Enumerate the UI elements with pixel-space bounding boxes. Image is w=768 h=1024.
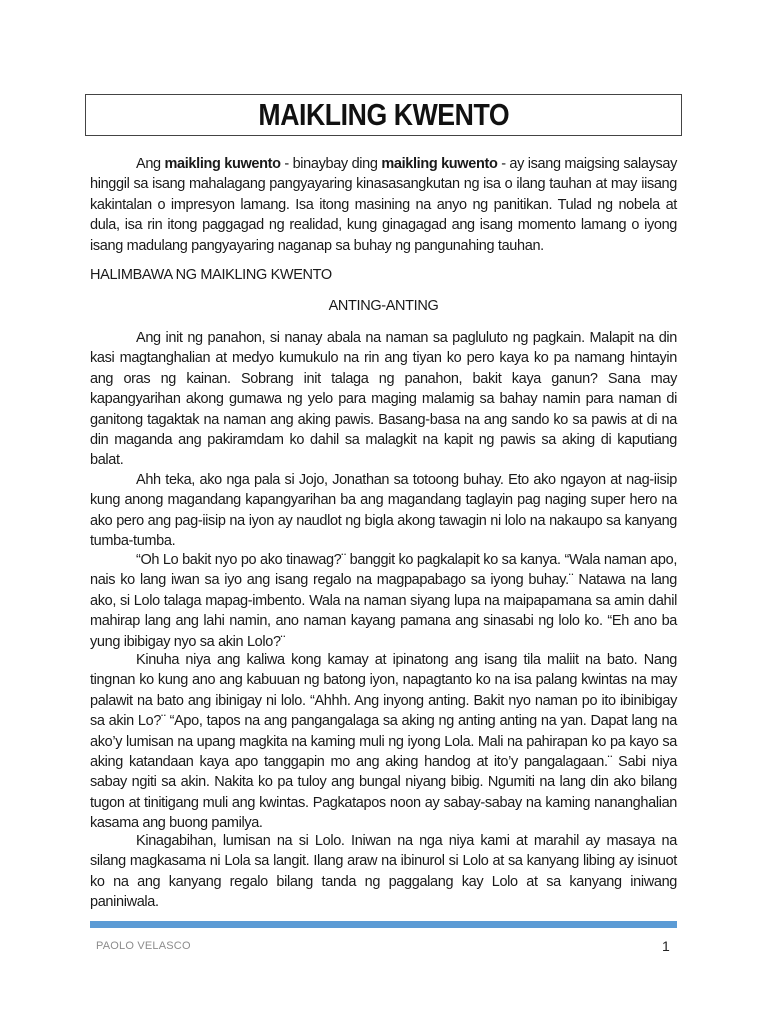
page-number: 1	[662, 938, 670, 954]
story-paragraph-3	[90, 550, 677, 652]
title-box	[85, 94, 682, 136]
intro-text-3: - ay isang maigsing salaysay hinggil sa isang mahalagang pangyayaring kinasasangkutan ng isa o ilang tauhan at may iisang kakintalan o impresyon lamang. Isa itong masining na anyo ng panitikan. Tulad ng nobela at dula, isa rin itong paggagad ng realidad, kung ginagagad ang isang momento lamang o iyong isang madulang pangyayaring naganap sa buhay ng pangunahing tauhan.	[90, 156, 678, 254]
story-paragraph-2	[90, 470, 677, 552]
intro-paragraph	[90, 154, 677, 256]
story-paragraph-4	[90, 650, 677, 834]
intro-text-1: Ang	[136, 156, 165, 172]
paragraph-text: Kinagabihan, lumisan na si Lolo. Iniwan na nga niya kami at marahil ay masaya na silang magkasama ni Lola sa langit. Ilang araw na ibinurol si Lolo at sa kanyang libing ay isinuot ko na ang kanyang regalo bilang tanda ng paggalang kay Lolo at sa kanyang iniwang paniniwala.	[90, 833, 677, 911]
paragraph-text: Ahh teka, ako nga pala si Jojo, Jonathan sa totoong buhay. Eto ako ngayon at nag-iisip kung anong magandang kapangyarihan ba ang magandang taglayin pag naging super hero na ako pero ang pag-iisip na iyon ay naudlot ng bigla akong tawagin ni lolo na nakaupo sa kanyang tumba-tumba.	[90, 472, 677, 550]
paragraph-text: Ang init ng panahon, si nanay abala na naman sa pagluluto ng pagkain. Malapit na din kasi magtanghalian at medyo kumukulo na rin ang tiyan ko pero kaya ko pa namang hintayin ang oras ng kainan. Sobrang init talaga ng panahon, bakit kaya ganun? Sana may kapangyarihan akong gumawa ng yelo para maging malamig sa bahay namin para naman di ganitong tagaktak na naman ang aking pawis. Basang-basa na ang sando ko sa pawis at di na din maganda ang pakiramdam ko dahil sa malagkit na kapit ng pawis sa aking di kaputiang balat.	[90, 330, 677, 469]
footer-rule	[90, 921, 677, 928]
footer-author: PAOLO VELASCO	[96, 940, 191, 952]
story-paragraph-5	[90, 831, 677, 913]
intro-text-2: - binaybay ding	[280, 156, 382, 172]
page-title: MAIKLING KWENTO	[258, 97, 509, 132]
story-title: ANTING-ANTING	[328, 298, 439, 314]
paragraph-text: “Oh Lo bakit nyo po ako tinawag?¨ banggit ko pagkalapit ko sa kanya. “Wala naman apo, nais ko lang iwan sa iyo ang isang regalo na magpapabago sa iyong buhay.¨ Natawa na lang ako, si Lolo talaga mapag-imbento. Wala na naman siyang lupa na maipapamana sa amin dahil mahirap lang ang lahi namin, ano naman kayang pamana ang sinasabi ng lolo ko. “Eh ano ba yung ibibigay nyo sa akin Lolo?¨	[90, 552, 677, 650]
intro-bold-term-2: maikling kuwento	[381, 156, 498, 172]
section-heading: HALIMBAWA NG MAIKLING KWENTO	[90, 267, 332, 283]
intro-bold-term-1: maikling kuwento	[164, 156, 281, 172]
paragraph-text: Kinuha niya ang kaliwa kong kamay at ipinatong ang isang tila maliit na bato. Nang tingnan ko kung ano ang kabuuan ng batong iyon, napagtanto ko na isa palang kwintas na may palawit na bato ang ibinigay ni lolo. “Ahhh. Ang inyong anting. Bakit nyo naman po ito ibinibigay sa akin Lo?¨ “Apo, tapos na ang pangangalaga sa aking ng anting anting na yan. Dapat lang na ako’y lumisan na upang magkita na kaming muli ng iyong Lola. Mali na pahirapan ko pa kayo sa aking katandaan kaya apo tanggapin mo ang aking handog at ito’y pangalagaan.¨ Sabi niya sabay ngiti sa akin. Nakita ko pa tuloy ang bungal niyang bibig. Ngumiti na lang din ako bilang tugon at tinitigang muli ang kwintas. Pagkatapos noon ay sabay-sabay na kaming nananghalian kasama ang buong pamilya.	[90, 652, 677, 832]
story-paragraph-1	[90, 328, 677, 471]
